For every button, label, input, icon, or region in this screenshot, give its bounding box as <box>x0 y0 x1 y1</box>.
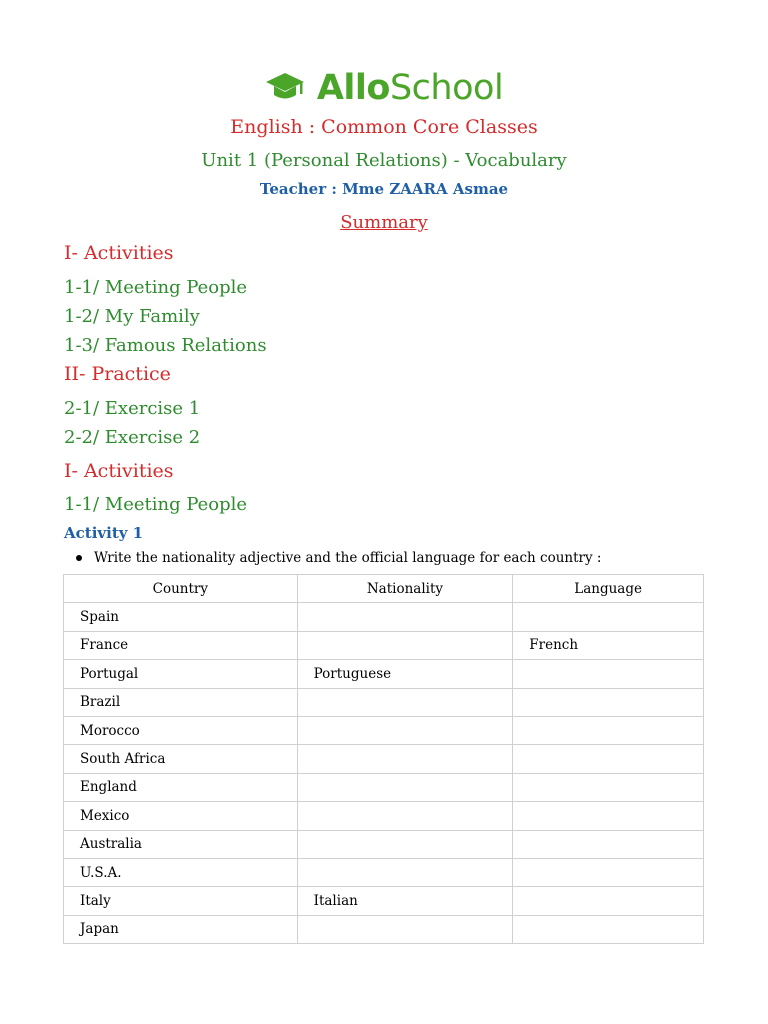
cell-country: Morocco <box>64 716 298 744</box>
header-nationality: Nationality <box>297 575 513 603</box>
teacher-name: Teacher : Mme ZAARA Asmae <box>259 180 509 198</box>
cell-nationality <box>297 802 513 830</box>
summary-item-meeting-people: 1-1/ Meeting People <box>64 277 248 298</box>
table-header-row <box>64 575 704 603</box>
vocabulary-table <box>63 574 704 944</box>
table-row <box>64 688 704 716</box>
cell-country: Mexico <box>64 802 298 830</box>
alloschool-logo <box>0 64 768 112</box>
cell-nationality: Portuguese <box>297 660 513 688</box>
graduation-cap-icon <box>265 71 305 105</box>
table-row <box>64 858 704 886</box>
summary-item-exercise-2: 2-2/ Exercise 2 <box>64 427 201 448</box>
logo-text-bold: Allo <box>316 67 390 108</box>
cell-nationality <box>297 858 513 886</box>
cell-language <box>513 660 704 688</box>
table-row <box>64 830 704 858</box>
table-row <box>64 745 704 773</box>
cell-language <box>513 830 704 858</box>
table-row <box>64 631 704 659</box>
table-row <box>64 773 704 801</box>
cell-nationality <box>297 631 513 659</box>
cell-nationality: Italian <box>297 887 513 915</box>
summary-item-famous-relations: 1-3/ Famous Relations <box>64 335 267 356</box>
unit-title: Unit 1 (Personal Relations) - Vocabulary <box>201 150 567 171</box>
instruction-bullet <box>76 550 601 566</box>
table-row <box>64 915 704 943</box>
subsection-heading: 1-1/ Meeting People <box>64 494 248 515</box>
cell-nationality <box>297 915 513 943</box>
summary-item-practice: II- Practice <box>64 363 171 385</box>
cell-nationality <box>297 830 513 858</box>
table-row <box>64 603 704 631</box>
instruction-text: Write the nationality adjective and the official language for each country : <box>94 550 602 566</box>
table-row <box>64 716 704 744</box>
logo-text <box>316 67 504 108</box>
cell-country: South Africa <box>64 745 298 773</box>
cell-nationality <box>297 603 513 631</box>
cell-language <box>513 773 704 801</box>
cell-nationality <box>297 745 513 773</box>
document-title: English : Common Core Classes <box>230 116 538 138</box>
cell-country: U.S.A. <box>64 858 298 886</box>
cell-language <box>513 745 704 773</box>
cell-language <box>513 858 704 886</box>
cell-language <box>513 802 704 830</box>
header-language: Language <box>513 575 704 603</box>
cell-country: England <box>64 773 298 801</box>
cell-language <box>513 688 704 716</box>
cell-language <box>513 915 704 943</box>
cell-country: Portugal <box>64 660 298 688</box>
summary-item-exercise-1: 2-1/ Exercise 1 <box>64 398 201 419</box>
summary-heading: Summary <box>340 212 428 233</box>
summary-item-activities: I- Activities <box>64 242 174 264</box>
table-row <box>64 887 704 915</box>
cell-nationality <box>297 716 513 744</box>
cell-country: Japan <box>64 915 298 943</box>
header-country: Country <box>64 575 298 603</box>
cell-nationality <box>297 688 513 716</box>
cell-language <box>513 887 704 915</box>
summary-item-my-family: 1-2/ My Family <box>64 306 200 327</box>
cell-language: French <box>513 631 704 659</box>
cell-country: France <box>64 631 298 659</box>
section-heading: I- Activities <box>64 460 174 482</box>
logo-wrapper <box>265 67 504 108</box>
cell-nationality <box>297 773 513 801</box>
cell-country: Italy <box>64 887 298 915</box>
cell-country: Australia <box>64 830 298 858</box>
activity-label: Activity 1 <box>64 524 144 542</box>
cell-country: Brazil <box>64 688 298 716</box>
bullet-dot-icon <box>76 555 82 561</box>
table-row <box>64 660 704 688</box>
logo-text-regular: School <box>389 67 504 108</box>
cell-language <box>513 603 704 631</box>
cell-country: Spain <box>64 603 298 631</box>
cell-language <box>513 716 704 744</box>
table-row <box>64 802 704 830</box>
